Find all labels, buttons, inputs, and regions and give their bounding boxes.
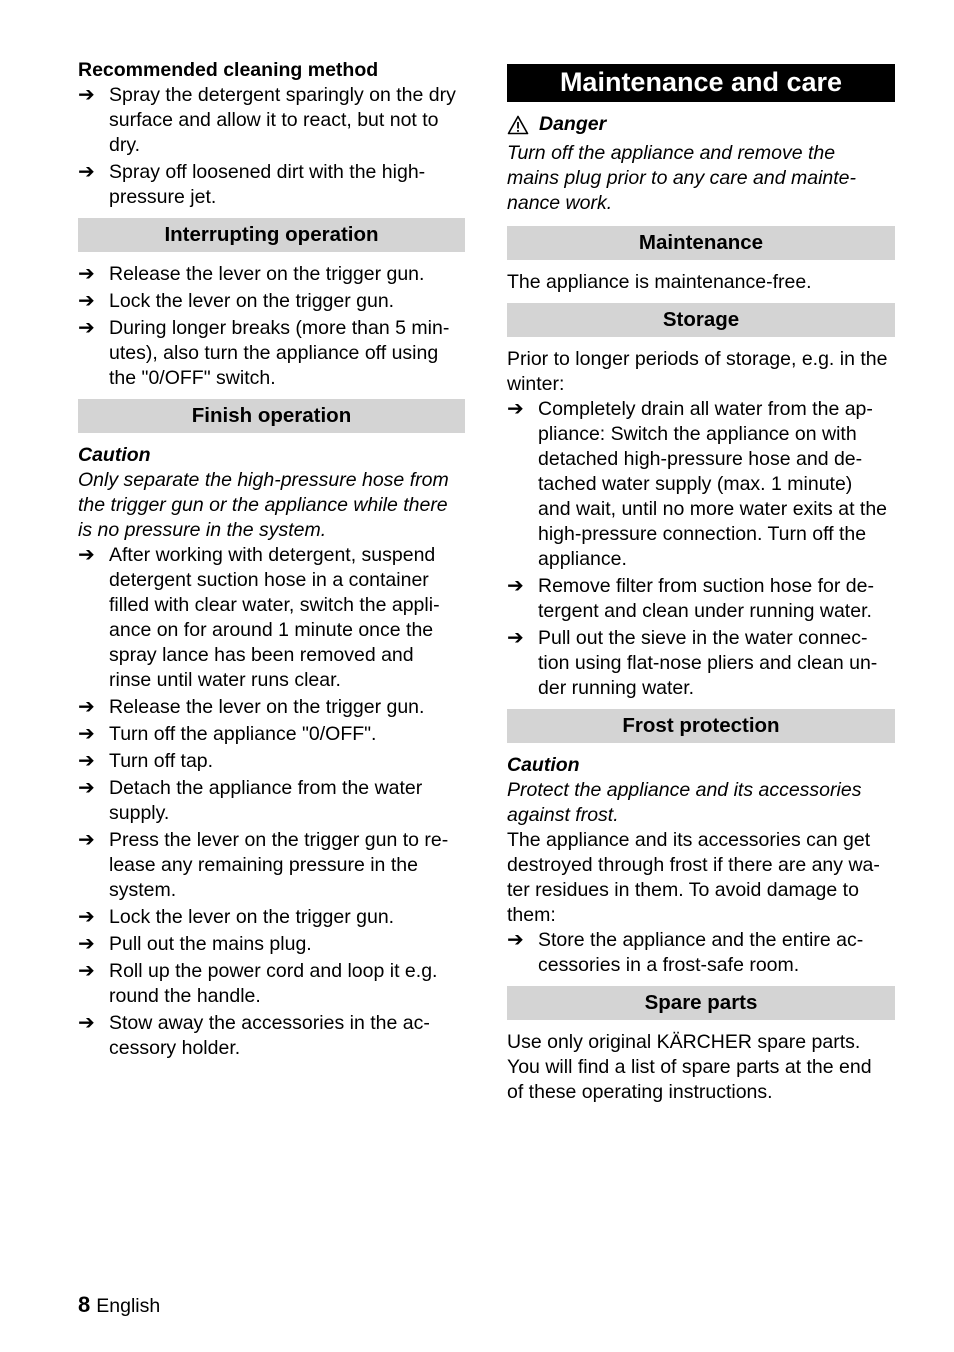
list-item <box>78 905 465 930</box>
list-item <box>78 932 465 957</box>
arrow-bullet-icon: ➔ <box>507 929 524 951</box>
list-item-text: Release the lever on the trigger gun. <box>109 263 425 285</box>
arrow-bullet-icon: ➔ <box>78 263 95 285</box>
maintenance-and-care-title: Maintenance and care <box>507 64 895 102</box>
footer-language: English <box>96 1295 161 1317</box>
page-number: 8 <box>78 1292 91 1317</box>
warning-triangle-icon <box>507 115 529 135</box>
page-footer <box>78 1292 160 1319</box>
danger-text: Turn off the appliance and remove the mains plug prior to any care and mainte- nance work. <box>507 142 857 214</box>
spare-parts-heading: Spare parts <box>507 986 895 1020</box>
frost-list <box>507 928 895 978</box>
arrow-bullet-icon: ➔ <box>507 398 524 420</box>
list-item-text: Stow away the accessories in the ac- cessory holder. <box>109 1012 430 1059</box>
arrow-bullet-icon: ➔ <box>78 777 95 799</box>
arrow-bullet-icon: ➔ <box>78 906 95 928</box>
danger-heading: Danger <box>539 113 607 135</box>
list-item-text: Store the appliance and the entire ac- cessories in a frost-safe room. <box>538 929 864 976</box>
finish-operation-list <box>78 543 465 1061</box>
list-item-text: Spray the detergent sparingly on the dry surface and allow it to react, but not to dry. <box>109 84 456 156</box>
list-item-text: During longer breaks (more than 5 min- utes), also turn the appliance off using the "0/OFF" switch. <box>109 317 450 389</box>
list-item <box>78 160 465 210</box>
arrow-bullet-icon: ➔ <box>78 750 95 772</box>
maintenance-text: The appliance is maintenance-free. <box>507 271 812 293</box>
maintenance-heading: Maintenance <box>507 226 895 260</box>
list-item <box>78 959 465 1009</box>
list-item-text: After working with detergent, suspend detergent suction hose in a container filled with clear water, switch the appli- ance on for around 1 minute once the spray lance has been removed and rinse until water runs clear. <box>109 544 440 691</box>
storage-heading: Storage <box>507 303 895 337</box>
arrow-bullet-icon: ➔ <box>78 544 95 566</box>
list-item-text: Release the lever on the trigger gun. <box>109 696 425 718</box>
list-item-text: Pull out the sieve in the water connec- tion using flat-nose pliers and clean un- der running water. <box>538 627 878 699</box>
list-item <box>507 574 895 624</box>
arrow-bullet-icon: ➔ <box>78 723 95 745</box>
list-item-text: Press the lever on the trigger gun to re- lease any remaining pressure in the system. <box>109 829 449 901</box>
arrow-bullet-icon: ➔ <box>78 84 95 106</box>
list-item <box>78 543 465 693</box>
arrow-bullet-icon: ➔ <box>507 575 524 597</box>
list-item <box>78 1011 465 1061</box>
list-item <box>78 83 465 158</box>
arrow-bullet-icon: ➔ <box>78 960 95 982</box>
list-item <box>507 626 895 701</box>
list-item-text: Roll up the power cord and loop it e.g. round the handle. <box>109 960 438 1007</box>
arrow-bullet-icon: ➔ <box>78 290 95 312</box>
list-item-text: Remove filter from suction hose for de- tergent and clean under running water. <box>538 575 874 622</box>
interrupting-operation-heading: Interrupting operation <box>78 218 465 252</box>
frost-protection-heading: Frost protection <box>507 709 895 743</box>
frost-text: The appliance and its accessories can get destroyed through frost if there are any wa- ter residues in them. To avoid damage to them: <box>507 829 880 926</box>
spare-parts-text: Use only original KÄRCHER spare parts. You will find a list of spare parts at the end of these operating instructions. <box>507 1031 872 1103</box>
storage-list <box>507 397 895 701</box>
arrow-bullet-icon: ➔ <box>78 317 95 339</box>
list-item-text: Turn off the appliance "0/OFF". <box>109 723 377 745</box>
list-item-text: Detach the appliance from the water supply. <box>109 777 423 824</box>
left-column <box>78 58 465 1063</box>
interrupting-operation-list <box>78 262 465 391</box>
list-item-text: Completely drain all water from the ap- pliance: Switch the appliance on with detached high-pressure hose and de- tached water supply (max. 1 minute) and wait, until no more water exits at the high-pressure connection. Turn off the appliance. <box>538 398 888 570</box>
arrow-bullet-icon: ➔ <box>507 627 524 649</box>
arrow-bullet-icon: ➔ <box>78 161 95 183</box>
cleaning-method-list <box>78 83 465 210</box>
frost-caution-text: Protect the appliance and its accessories against frost. <box>507 779 862 826</box>
list-item-text: Lock the lever on the trigger gun. <box>109 290 395 312</box>
storage-intro: Prior to longer periods of storage, e.g. in the winter: <box>507 348 888 395</box>
list-item-text: Pull out the mains plug. <box>109 933 312 955</box>
arrow-bullet-icon: ➔ <box>78 829 95 851</box>
list-item <box>78 316 465 391</box>
list-item-text: Turn off tap. <box>109 750 214 772</box>
list-item <box>78 262 465 287</box>
cleaning-method-heading: Recommended cleaning method <box>78 59 379 81</box>
list-item <box>78 776 465 826</box>
list-item <box>507 397 895 572</box>
list-item <box>78 749 465 774</box>
list-item <box>78 722 465 747</box>
arrow-bullet-icon: ➔ <box>78 696 95 718</box>
list-item <box>78 289 465 314</box>
danger-heading-row <box>507 112 895 137</box>
caution-heading: Caution <box>78 444 151 466</box>
list-item-text: Lock the lever on the trigger gun. <box>109 906 395 928</box>
arrow-bullet-icon: ➔ <box>78 1012 95 1034</box>
list-item <box>78 828 465 903</box>
finish-operation-heading: Finish operation <box>78 399 465 433</box>
caution-text: Only separate the high-pressure hose from the trigger gun or the appliance while there is no pressure in the system. <box>78 469 449 541</box>
list-item <box>78 695 465 720</box>
list-item <box>507 928 895 978</box>
arrow-bullet-icon: ➔ <box>78 933 95 955</box>
frost-caution-heading: Caution <box>507 754 580 776</box>
right-column <box>507 58 895 1105</box>
list-item-text: Spray off loosened dirt with the high- pressure jet. <box>109 161 426 208</box>
